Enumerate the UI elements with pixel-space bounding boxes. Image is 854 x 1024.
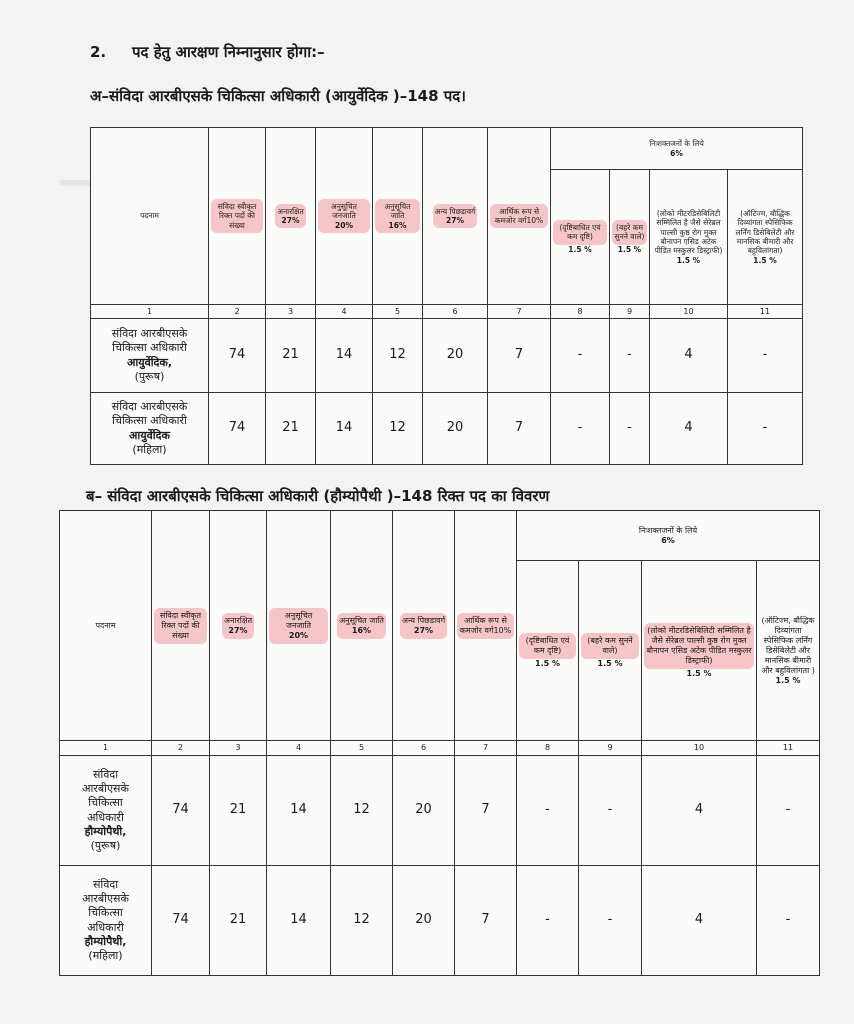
header-sanctioned: संविदा स्वीकृत रिक्त पदों की संख्या [152, 511, 210, 741]
header-disabled-group: निःशक्तजनों के लिये 6% [551, 128, 803, 170]
header-ews: आर्थिक रूप से कमजोर वर्ग10% [488, 128, 551, 305]
header-post: पदनाम [60, 511, 152, 741]
cell-hearing: - [610, 393, 650, 465]
col-number: 9 [579, 741, 642, 756]
header-sc: अनुसूचित जाति 16% [373, 128, 423, 305]
col-number: 7 [488, 305, 551, 319]
section-heading [90, 42, 325, 62]
cell-sc: 12 [331, 756, 393, 866]
cell-obc: 20 [393, 866, 455, 976]
cell-hearing: - [579, 866, 642, 976]
header-disabled-group: निःशक्तजनों के लिये 6% [517, 511, 820, 561]
cell-obc: 20 [393, 756, 455, 866]
col-number: 8 [517, 741, 579, 756]
section-heading-text: पद हेतु आरक्षण निम्नानुसार होगा:– [132, 43, 325, 61]
col-number: 7 [455, 741, 517, 756]
cell-unreserved: 21 [266, 319, 316, 393]
col-number: 4 [316, 305, 373, 319]
col-number: 9 [610, 305, 650, 319]
cell-sanctioned: 74 [209, 319, 266, 393]
cell-visual: - [551, 393, 610, 465]
cell-autism: - [757, 866, 820, 976]
header-visual: (दृष्टिबाधित एवं कम दृष्टि) 1.5 % [517, 561, 579, 741]
cell-locomotor: 4 [650, 319, 728, 393]
cell-sanctioned: 74 [152, 866, 210, 976]
cell-sc: 12 [373, 393, 423, 465]
table-b-column-numbers [60, 741, 820, 756]
cell-locomotor: 4 [642, 866, 757, 976]
cell-hearing: - [610, 319, 650, 393]
cell-ews: 7 [455, 756, 517, 866]
cell-ews: 7 [455, 866, 517, 976]
col-number: 5 [331, 741, 393, 756]
cell-obc: 20 [423, 319, 488, 393]
header-hearing: (बहरे कम सुनने वाले) 1.5 % [579, 561, 642, 741]
col-number: 10 [650, 305, 728, 319]
cell-sanctioned: 74 [209, 393, 266, 465]
cell-unreserved: 21 [210, 866, 267, 976]
col-number: 3 [266, 305, 316, 319]
col-number: 4 [267, 741, 331, 756]
col-number: 5 [373, 305, 423, 319]
cell-sc: 12 [331, 866, 393, 976]
table-a-title: अ–संविदा आरबीएसके चिकित्सा अधिकारी (आयुर्वेदिक )–148 पद। [90, 87, 466, 105]
cell-hearing: - [579, 756, 642, 866]
header-unreserved: अनारक्षित 27% [210, 511, 267, 741]
cell-autism: - [728, 319, 803, 393]
col-number: 10 [642, 741, 757, 756]
header-locomotor: (लोको मीटरडिसेबिलिटी सम्मिलित है जैसे सेरेब्रल पाल्सी कुष्ठ रोग मुक्त बौनापन एसिड अटेक पीडित मस्कुलर डिस्ट्राफी) 1.5 % [642, 561, 757, 741]
table-a-column-numbers [91, 305, 803, 319]
header-unreserved: अनारक्षित 27% [266, 128, 316, 305]
cell-ews: 7 [488, 319, 551, 393]
header-autism: (ऑटिज्म, बौद्धिक दिव्यांगता स्पेसिफिक लर्निंग डिसेबिलेटी और मानसिक बीमारी और बहुविलांगता) 1.5 % [728, 170, 803, 305]
cell-locomotor: 4 [642, 756, 757, 866]
cell-st: 14 [316, 393, 373, 465]
table-b [59, 510, 820, 976]
table-row [91, 319, 803, 393]
table-a [90, 127, 803, 465]
col-number: 6 [393, 741, 455, 756]
header-autism: (ऑटिज्म, बौद्धिक दिव्यांगता स्पेसिफिक लर्निंग डिसेबिलेटी और मानसिक बीमारी और बहुविलांगता ) 1.5 % [757, 561, 820, 741]
col-number: 1 [91, 305, 209, 319]
table-row [91, 393, 803, 465]
cell-sanctioned: 74 [152, 756, 210, 866]
cell-st: 14 [316, 319, 373, 393]
header-sanctioned: संविदा स्वीकृत रिक्त पदों की संख्या [209, 128, 266, 305]
col-number: 11 [757, 741, 820, 756]
cell-autism: - [728, 393, 803, 465]
col-number: 11 [728, 305, 803, 319]
col-number: 1 [60, 741, 152, 756]
post-name: संविदा आरबीएसके चिकित्सा अधिकारी हौम्योपैथी, (महिला) [60, 866, 152, 976]
cell-visual: - [517, 756, 579, 866]
post-name: संविदा आरबीएसके चिकित्सा अधिकारी आयुर्वेदिक, (पुरूष) [91, 319, 209, 393]
header-st: अनुसूचित जनजाति 20% [267, 511, 331, 741]
cell-locomotor: 4 [650, 393, 728, 465]
col-number: 2 [209, 305, 266, 319]
table-row [60, 866, 820, 976]
cell-autism: - [757, 756, 820, 866]
col-number: 2 [152, 741, 210, 756]
header-locomotor: (लोको मीटरडिसेबिलिटी सम्मिलित है जैसे सेरेब्रल पाल्सी कुष्ठ रोग मुक्त बौनापन एसिड अटेक पीडित मस्कुलर डिस्ट्राफी) 1.5 % [650, 170, 728, 305]
col-number: 6 [423, 305, 488, 319]
header-ews: आर्थिक रूप से कमजोर वर्ग10% [455, 511, 517, 741]
header-obc: अन्य पिछडावर्ग 27% [393, 511, 455, 741]
cell-st: 14 [267, 756, 331, 866]
header-sc: अनुसूचित जाति 16% [331, 511, 393, 741]
header-obc: अन्य पिछडावर्ग 27% [423, 128, 488, 305]
section-number: 2. [90, 43, 107, 61]
header-st: अनुसूचित जनजाति 20% [316, 128, 373, 305]
cell-unreserved: 21 [266, 393, 316, 465]
table-b-header-row [60, 511, 820, 561]
cell-unreserved: 21 [210, 756, 267, 866]
table-a-header-row [91, 128, 803, 170]
cell-visual: - [517, 866, 579, 976]
col-number: 8 [551, 305, 610, 319]
cell-ews: 7 [488, 393, 551, 465]
cell-sc: 12 [373, 319, 423, 393]
cell-visual: - [551, 319, 610, 393]
col-number: 3 [210, 741, 267, 756]
post-name: संविदा आरबीएसके चिकित्सा अधिकारी हौम्योपैथी, (पुरूष) [60, 756, 152, 866]
table-b-title: ब– संविदा आरबीएसके चिकित्सा अधिकारी (हौम्योपैथी )–148 रिक्त पद का विवरण [86, 487, 550, 505]
cell-st: 14 [267, 866, 331, 976]
cell-obc: 20 [423, 393, 488, 465]
post-name: संविदा आरबीएसके चिकित्सा अधिकारी आयुर्वेदिक (महिला) [91, 393, 209, 465]
header-visual: (दृष्टिबाधित एवं कम दृष्टि) 1.5 % [551, 170, 610, 305]
table-row [60, 756, 820, 866]
header-post: पदनाम [91, 128, 209, 305]
header-hearing: (बहरे कम सुनने वाले) 1.5 % [610, 170, 650, 305]
